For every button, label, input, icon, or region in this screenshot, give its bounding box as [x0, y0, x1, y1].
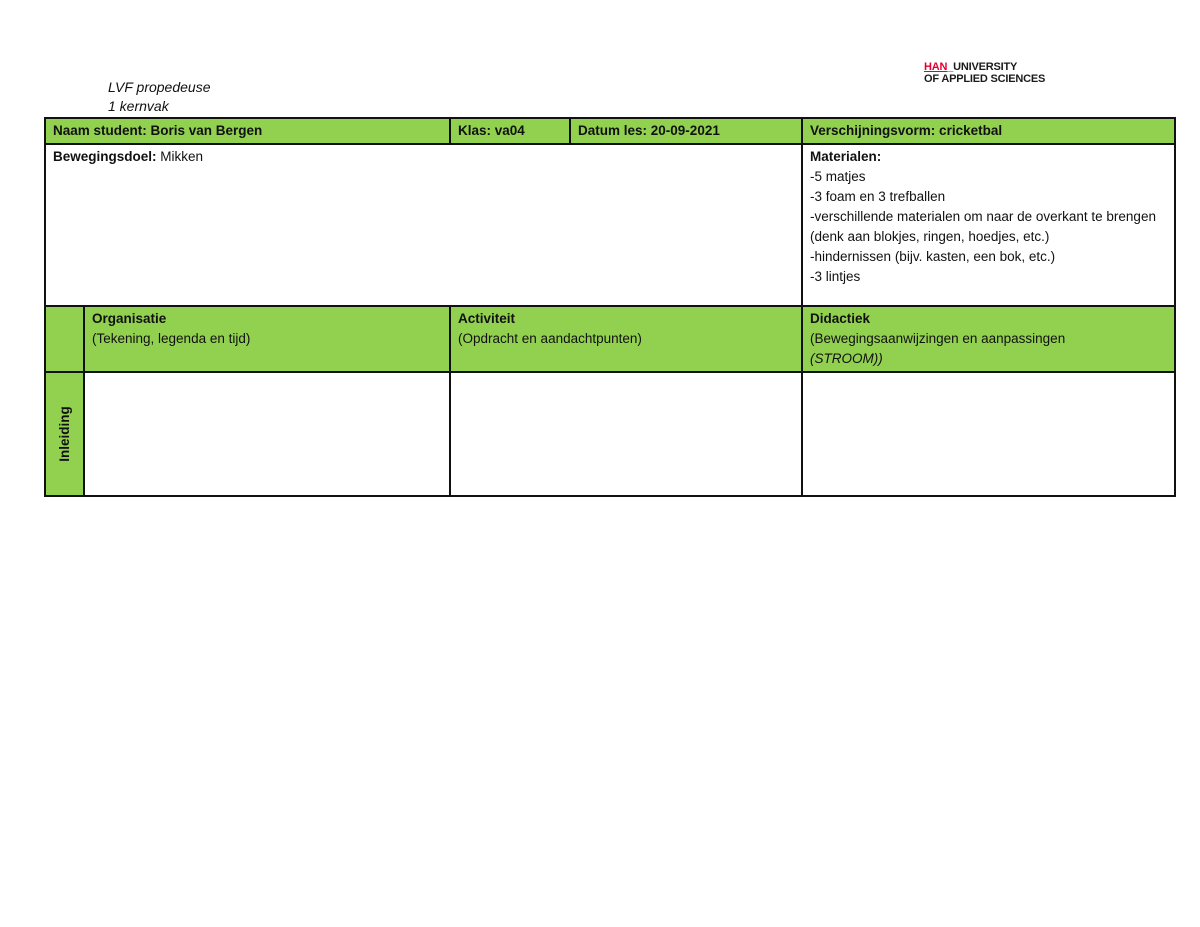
- column-header-row: [45, 306, 1175, 372]
- klas-cell: Klas: va04: [450, 118, 570, 144]
- didactiek-subtitle-italic: (STROOM)): [810, 351, 883, 366]
- datum-cell: Datum les: 20-09-2021: [570, 118, 802, 144]
- bewegingsdoel-cell: [45, 144, 802, 306]
- bewegingsdoel-label: Bewegingsdoel:: [53, 149, 157, 164]
- lesson-plan-table: [44, 117, 1176, 497]
- document-header: [108, 78, 211, 116]
- activiteit-title: Activiteit: [458, 311, 516, 326]
- materialen-label: Materialen:: [810, 149, 882, 164]
- materialen-item: -hindernissen (bijv. kasten, een bok, etc.): [810, 249, 1056, 264]
- inleiding-organisatie-cell[interactable]: [84, 372, 450, 496]
- materialen-item: -3 foam en 3 trefballen: [810, 189, 946, 204]
- inleiding-label-cell: [45, 372, 84, 496]
- activiteit-subtitle: (Opdracht en aandachtpunten): [458, 331, 642, 346]
- logo-subtitle: OF APPLIED SCIENCES: [924, 73, 1046, 85]
- info-row: [45, 118, 1175, 144]
- course-title: LVF propedeuse: [108, 79, 211, 95]
- materialen-item: -5 matjes: [810, 169, 866, 184]
- didactiek-header: [802, 306, 1175, 372]
- bewegingsdoel-value: Mikken: [156, 149, 204, 164]
- materialen-item: -verschillende materialen om naar de overkant te brengen (denk aan blokjes, ringen, hoedjes, etc.): [810, 209, 1156, 244]
- inleiding-activiteit-cell[interactable]: [450, 372, 802, 496]
- organisatie-title: Organisatie: [92, 311, 167, 326]
- inleiding-label: Inleiding: [56, 406, 72, 462]
- organisatie-header: [84, 306, 450, 372]
- materialen-cell: [802, 144, 1175, 306]
- logo-university: _UNIVERSITY: [947, 61, 1018, 73]
- verschijningsvorm-cell: Verschijningsvorm: cricketbal: [802, 118, 1175, 144]
- activiteit-header: [450, 306, 802, 372]
- student-name-cell: Naam student: Boris van Bergen: [45, 118, 450, 144]
- didactiek-title: Didactiek: [810, 311, 871, 326]
- didactiek-subtitle: (Bewegingsaanwijzingen en aanpassingen: [810, 331, 1066, 346]
- logo-han: HAN: [924, 61, 948, 73]
- goal-row: [45, 144, 1175, 306]
- organisatie-subtitle: (Tekening, legenda en tijd): [92, 331, 251, 346]
- inleiding-row: [45, 372, 1175, 496]
- course-subtitle: 1 kernvak: [108, 98, 169, 114]
- inleiding-didactiek-cell[interactable]: [802, 372, 1175, 496]
- han-logo: [924, 61, 1045, 85]
- column-header-spacer: [45, 306, 84, 372]
- materialen-item: -3 lintjes: [810, 269, 861, 284]
